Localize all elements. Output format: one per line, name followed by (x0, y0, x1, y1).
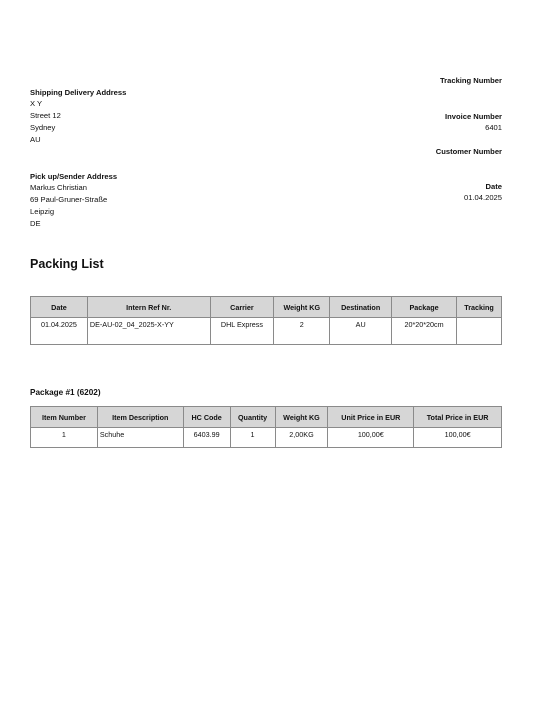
table-cell: 100,00€ (328, 428, 414, 448)
column-header: Date (31, 297, 88, 318)
table-cell: 6403.99 (183, 428, 230, 448)
column-header: Carrier (210, 297, 274, 318)
package-items-table (30, 406, 502, 448)
column-header: Item Description (97, 407, 183, 428)
shipping-address-line: X Y (30, 99, 43, 108)
column-header: Package (392, 297, 457, 318)
package-title: Package #1 (6202) (30, 388, 101, 397)
shipping-address-line: Street 12 (30, 111, 61, 120)
table-cell: 100,00€ (414, 428, 502, 448)
invoice-number-label: Invoice Number (445, 112, 502, 121)
shipping-address-block (30, 87, 126, 146)
packing-list-title: Packing List (30, 257, 104, 271)
table-cell: 1 (31, 428, 98, 448)
table-cell: 1 (230, 428, 275, 448)
column-header: Total Price in EUR (414, 407, 502, 428)
column-header: Item Number (31, 407, 98, 428)
sender-address-block (30, 171, 117, 230)
column-header: Weight KG (274, 297, 330, 318)
table-header-row (31, 407, 502, 428)
table-cell: 20*20*20cm (392, 318, 457, 345)
table-cell: Schuhe (97, 428, 183, 448)
date-value: 01.04.2025 (463, 193, 502, 202)
table-header-row (31, 297, 502, 318)
column-header: Weight KG (275, 407, 328, 428)
table-row (31, 318, 502, 345)
shipping-address-heading: Shipping Delivery Address (30, 88, 127, 97)
shipping-address-line: Sydney (30, 123, 56, 132)
table-row (31, 428, 502, 448)
sender-address-line: Markus Christian (30, 183, 87, 192)
column-header: HC Code (183, 407, 230, 428)
table-cell: DHL Express (210, 318, 274, 345)
table-cell: 2 (274, 318, 330, 345)
column-header: Intern Ref Nr. (87, 297, 210, 318)
column-header: Tracking (457, 297, 502, 318)
column-header: Destination (330, 297, 392, 318)
table-cell: AU (330, 318, 392, 345)
sender-address-line: Leipzig (30, 207, 55, 216)
table-cell (457, 318, 502, 345)
tracking-number-label: Tracking Number (439, 76, 502, 85)
column-header: Unit Price in EUR (328, 407, 414, 428)
table-cell: DE-AU-02_04_2025-X-YY (87, 318, 210, 345)
sender-address-heading: Pick up/Sender Address (30, 172, 118, 181)
column-header: Quantity (230, 407, 275, 428)
date-label: Date (485, 182, 502, 191)
sender-address-line: 69 Paul-Gruner-Straße (30, 195, 108, 204)
table-cell: 01.04.2025 (31, 318, 88, 345)
customer-number-label: Customer Number (435, 147, 502, 156)
table-cell: 2,00KG (275, 428, 328, 448)
shipping-address-line: AU (30, 135, 41, 144)
invoice-number-value: 6401 (485, 123, 502, 132)
packing-list-table (30, 296, 502, 345)
sender-address-line: DE (30, 219, 41, 228)
